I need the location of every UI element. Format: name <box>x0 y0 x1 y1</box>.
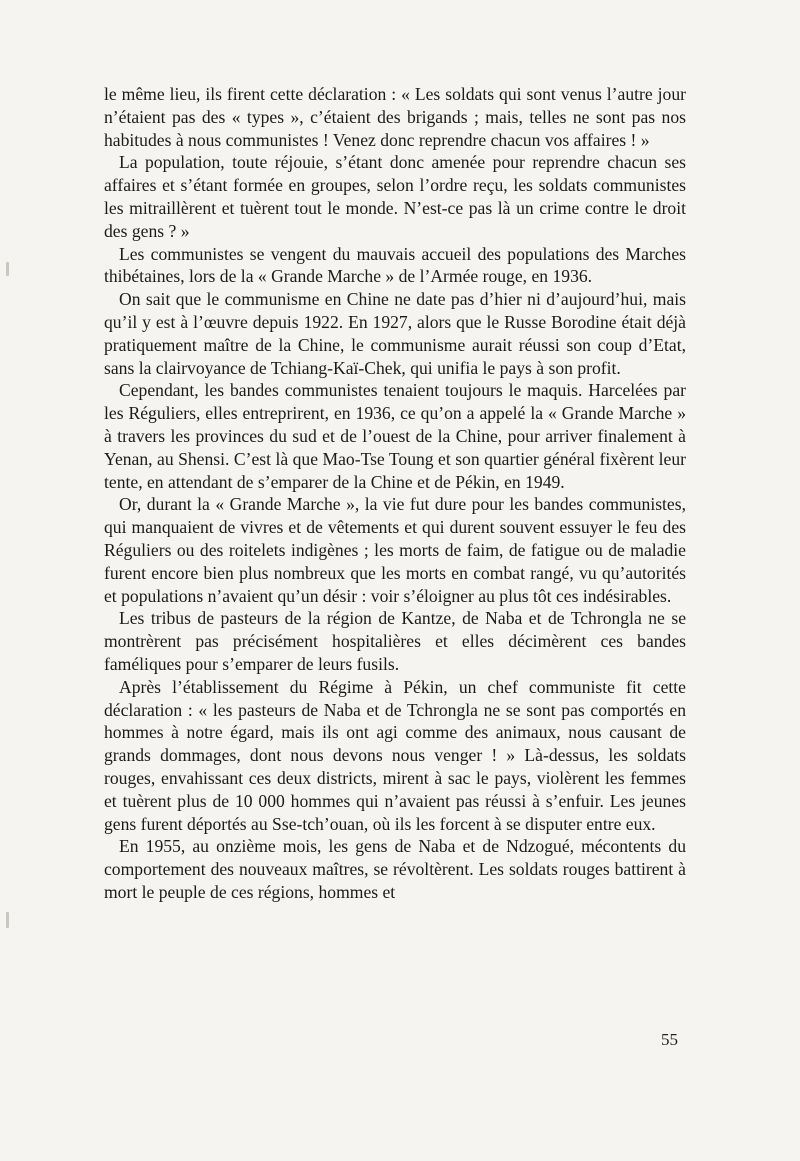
paper-speck <box>6 912 9 928</box>
body-text <box>104 83 686 904</box>
paragraph: On sait que le communisme en Chine ne date pas d’hier ni d’aujourd’hui, mais qu’il y est à l’œuvre depuis 1922. En 1927, alors que le Russe Borodine était déjà pratiquement maître de la Chine, le communisme aurait réussi son coup d’Etat, sans la clairvoyance de Tchiang-Kaï-Chek, qui unifia le pays à son profit. <box>104 289 686 378</box>
paragraph: Les communistes se vengent du mauvais accueil des populations des Marches thibétaines, lors de la « Grande Marche » de l’Armée rouge, en 1936. <box>104 243 686 287</box>
paragraph: La population, toute réjouie, s’étant donc amenée pour reprendre chacun ses affaires et s’étant formée en groupes, selon l’ordre reçu, les soldats communistes les mitraillèrent et tuèrent tout le monde. N’est-ce pas là un crime contre le droit des gens ? » <box>104 152 686 241</box>
paper-speck <box>6 262 9 276</box>
paragraph: le même lieu, ils firent cette déclaration : « Les soldats qui sont venus l’autre jour n’étaient pas des « types », c’étaient des brigands ; mais, telles ne sont pas nos habitudes à nous communistes ! Venez donc reprendre chacun vos affaires ! » <box>104 84 686 150</box>
paragraph: En 1955, au onzième mois, les gens de Naba et de Ndzogué, mécontents du comportement des nouveaux maîtres, se révoltèrent. Les soldats rouges battirent à mort le peuple de ces régions, hommes et <box>104 836 686 902</box>
page-number: 55 <box>661 1030 678 1049</box>
paragraph: Or, durant la « Grande Marche », la vie fut dure pour les bandes communistes, qui manquaient de vivres et de vêtements et qui durent souvent essuyer le feu des Réguliers ou des roitelets indigènes ; les morts de faim, de fatigue ou de maladie furent encore bien plus nombreux que les morts en combat rangé, vu qu’autorités et populations n’avaient qu’un désir : voir s’éloigner au plus tôt ces indésirables. <box>104 494 686 606</box>
paragraph: Cependant, les bandes communistes tenaient toujours le maquis. Harcelées par les Réguliers, elles entreprirent, en 1936, ce qu’on a appelé la « Grande Marche » à travers les provinces du sud et de l’ouest de la Chine, pour arriver finalement à Yenan, au Shensi. C’est là que Mao-Tse Toung et son quartier général fixèrent leur tente, en attendant de s’emparer de la Chine et de Pékin, en 1949. <box>104 380 686 492</box>
paragraph: Après l’établissement du Régime à Pékin, un chef communiste fit cette déclaration : « les pasteurs de Naba et de Tchrongla ne se sont pas comportés en hommes à notre égard, mais ils ont agi comme des animaux, nous causant de grands dommages, dont nous devons nous venger ! » Là-dessus, les soldats rouges, envahissant ces deux districts, mirent à sac le pays, violèrent les femmes et tuèrent plus de 10 000 hommes qui n’avaient pas réussi à s’enfuir. Les jeunes gens furent déportés au Sse-tch’ouan, où ils les forcent à se disputer entre eux. <box>104 676 686 834</box>
paragraph: Les tribus de pasteurs de la région de Kantze, de Naba et de Tchrongla ne se montrèrent pas précisément hospitalières et elles décimèrent ces bandes faméliques pour s’emparer de leurs fusils. <box>104 608 686 674</box>
